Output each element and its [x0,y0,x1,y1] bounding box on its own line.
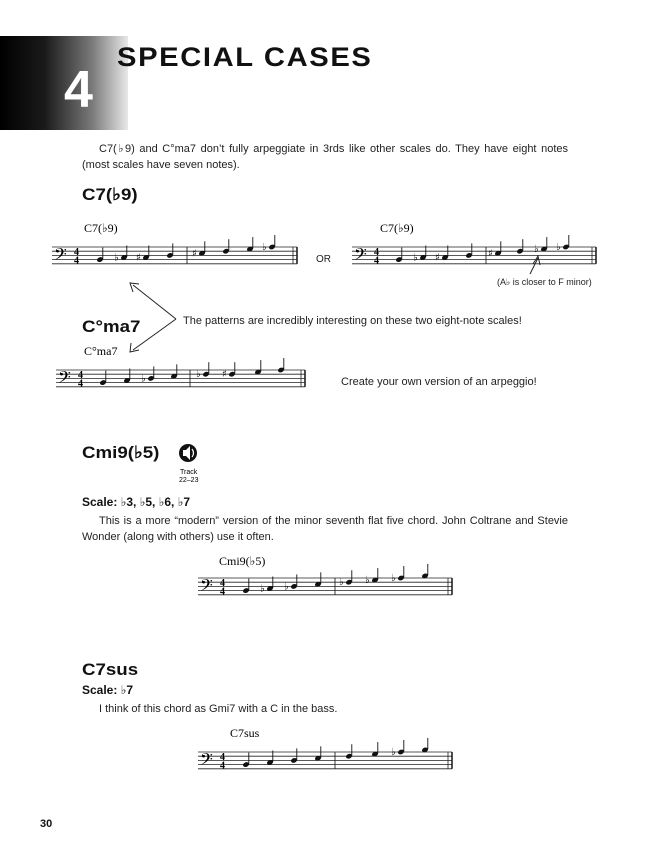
flat-icon: ♭ [260,583,265,595]
flat-icon: ♭ [196,369,201,381]
flat-icon: ♭ [556,242,561,253]
time-signature-top: 4 [220,752,225,763]
staff-cdimma7 [56,358,305,391]
scale-cmi9b5: Scale: ♭3, ♭5, ♭6, ♭7 [82,495,191,509]
time-signature-top: 4 [74,247,79,258]
staff-c7b9-right [352,235,596,268]
time-signature-top: 4 [374,247,379,258]
flat-icon: ♭ [391,747,396,758]
staff-cmi9b5 [198,564,452,599]
bass-clef-icon: 𝄢 [200,748,213,773]
flat-icon: ♭ [339,577,344,589]
callout-arrows [130,256,540,352]
page-number: 30 [40,818,53,830]
flat-icon: ♭ [391,573,396,584]
sharp-icon: ♯ [222,369,227,381]
flat-icon: ♭ [284,581,289,593]
annotation-ab-closer: (A♭ is closer to F minor) [497,277,592,287]
paragraph-cmi9b5: This is a more “modern” version of the minor seventh flat five chord. John Coltrane and Stevie Wonder (along with others) use it often. [82,515,568,543]
chord-label-c7b9-left: C7(♭9) [84,221,118,235]
staff-c7b9-left [52,235,297,268]
time-signature-bottom: 4 [374,255,379,267]
audio-track-icon [179,444,197,462]
section-heading-cdimma7: C°ma7 [82,317,141,336]
time-signature-bottom: 4 [220,760,225,772]
track-numbers: 22–23 [179,477,199,484]
callout-text: The patterns are incredibly interesting on these two eight-note scales! [183,315,522,327]
sharp-icon: ♯ [488,248,493,260]
chord-label-cmi9b5: Cmi9(♭5) [219,554,266,568]
time-signature-top: 4 [78,370,83,381]
flat-icon: ♭ [365,575,370,587]
chord-label-cdimma7: C°ma7 [84,344,118,358]
staff-c7sus [198,738,452,773]
bass-clef-icon: 𝄢 [54,243,67,268]
bass-clef-icon: 𝄢 [200,574,213,599]
track-label: Track [180,469,198,476]
flat-icon: ♭ [262,242,267,253]
sharp-icon: ♯ [192,248,197,260]
flat-icon: ♭ [413,252,418,264]
chapter-title: SPECIAL CASES [117,42,373,72]
time-signature-top: 4 [220,578,225,589]
intro-paragraph: C7(♭9) and C°ma7 don’t fully arpeggiate in 3rds like other scales do. They have eight notes (most scales have seven notes). [82,143,568,171]
side-note: Create your own version of an arpeggio! [341,376,537,388]
section-heading-c7sus: C7sus [82,660,139,679]
chapter-number: 4 [64,61,93,119]
sharp-icon: ♯ [435,252,440,264]
paragraph-c7sus: I think of this chord as Gmi7 with a C in the bass. [99,703,338,715]
or-label: OR [316,254,331,265]
flat-icon: ♭ [114,252,119,264]
time-signature-bottom: 4 [220,586,225,598]
flat-icon: ♭ [141,373,146,385]
sharp-icon: ♯ [136,252,141,264]
scale-c7sus: Scale: ♭7 [82,683,134,697]
chord-label-c7b9-right: C7(♭9) [380,221,414,235]
bass-clef-icon: 𝄢 [58,366,71,391]
time-signature-bottom: 4 [74,255,79,267]
section-heading-cmi9b5: Cmi9(♭5) [82,443,160,462]
section-heading-c7b9: C7(♭9) [82,185,138,204]
bass-clef-icon: 𝄢 [354,243,367,268]
time-signature-bottom: 4 [78,378,83,390]
chord-label-c7sus: C7sus [230,726,260,740]
flat-icon: ♭ [534,244,539,256]
